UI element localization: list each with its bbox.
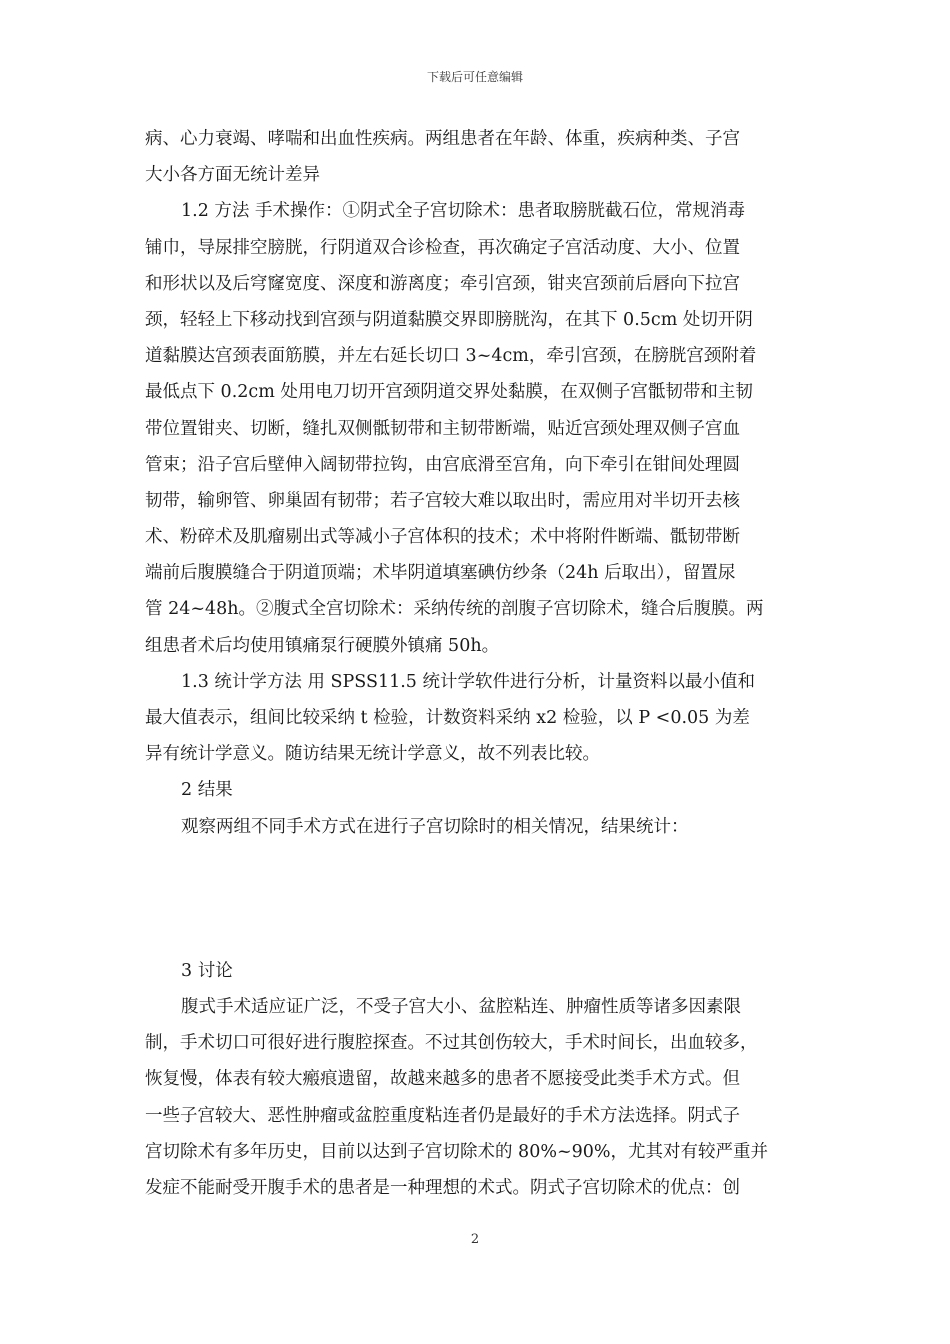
body-line: 术、粉碎术及肌瘤剔出式等减小子宫体积的技术；术中将附件断端、骶韧带断 (145, 527, 740, 548)
body-line: 和形状以及后穹窿宽度、深度和游离度；牵引宫颈，钳夹宫颈前后唇向下拉宫 (145, 273, 740, 294)
body-line: 病、心力衰竭、哮喘和出血性疾病。两组患者在年龄、体重，疾病种类、子宫 (145, 129, 740, 149)
section-2-heading: 2 结果 (181, 780, 233, 801)
body-line: 最低点下 0.2cm 处用电刀切开宫颈阴道交界处黏膜，在双侧子宫骶韧带和主韧 (145, 382, 753, 403)
body-line: 韧带，输卵管、卵巢固有韧带；若子宫较大难以取出时，需应用对半切开去核 (145, 490, 740, 511)
body-line: 制，手术切口可很好进行腹腔探查。不过其创伤较大，手术时间长，出血较多， (145, 1033, 758, 1054)
document-body (145, 121, 807, 1206)
page-number: 2 (470, 1232, 480, 1247)
body-line: 管 24~48h。②腹式全宫切除术：采纳传统的剖腹子宫切除术，缝合后腹膜。两 (145, 599, 764, 620)
body-line: 管束；沿子宫后壁伸入阔韧带拉钩，由宫底滑至宫角，向下牵引在钳间处理圆 (145, 454, 740, 475)
body-line: 道黏膜达宫颈表面筋膜，并左右延长切口 3~4cm，牵引宫颈，在膀胱宫颈附着 (145, 346, 757, 367)
section-1-3-paragraph: 1.3 统计学方法 用 SPSS11.5 统计学软件进行分析，计量资料以最小值和 (181, 671, 755, 692)
body-line: 铺巾，导尿排空膀胱，行阴道双合诊检查，再次确定子宫活动度、大小、位置 (145, 237, 740, 258)
body-line: 颈，轻轻上下移动找到宫颈与阴道黏膜交界即膀胱沟，在其下 0.5cm 处切开阴 (145, 309, 753, 330)
body-line: 大小各方面无统计差异 (145, 165, 320, 186)
body-line: 异有统计学意义。随访结果无统计学意义，故不列表比较。 (145, 744, 600, 765)
results-paragraph: 观察两组不同手术方式在进行子宫切除时的相关情况，结果统计： (181, 816, 689, 837)
page-header: 下载后可任意编辑 (426, 70, 523, 84)
body-line: 最大值表示，组间比较采纳 t 检验，计数资料采纳 x2 检验，以 P <0.05 为差 (145, 708, 750, 728)
section-1-2-paragraph: 1.2 方法 手术操作：①阴式全子宫切除术：患者取膀胱截石位，常规消毒 (181, 201, 745, 222)
body-line: 端前后腹膜缝合于阴道顶端；术毕阴道填塞碘仿纱条（24h 后取出），留置尿 (145, 563, 736, 584)
body-line: 发症不能耐受开腹手术的患者是一种理想的术式。阴式子宫切除术的优点：创 (145, 1177, 740, 1198)
body-line: 宫切除术有多年历史，目前以达到子宫切除术的 80%~90%，尤其对有较严重并 (145, 1141, 769, 1162)
body-line: 恢复慢，体表有较大瘢痕遗留，故越来越多的患者不愿接受此类手术方式。但 (145, 1069, 740, 1090)
blank-space (145, 845, 807, 953)
discussion-paragraph: 腹式手术适应证广泛，不受子宫大小、盆腔粘连、肿瘤性质等诸多因素限 (181, 996, 741, 1017)
body-line: 带位置钳夹、切断，缝扎双侧骶韧带和主韧带断端，贴近宫颈处理双侧子宫血 (145, 418, 740, 439)
body-line: 组患者术后均使用镇痛泵行硬膜外镇痛 50h。 (145, 635, 500, 656)
body-line: 一些子宫较大、恶性肿瘤或盆腔重度粘连者仍是最好的手术方法选择。阴式子 (145, 1105, 740, 1126)
section-3-heading: 3 讨论 (181, 960, 233, 981)
